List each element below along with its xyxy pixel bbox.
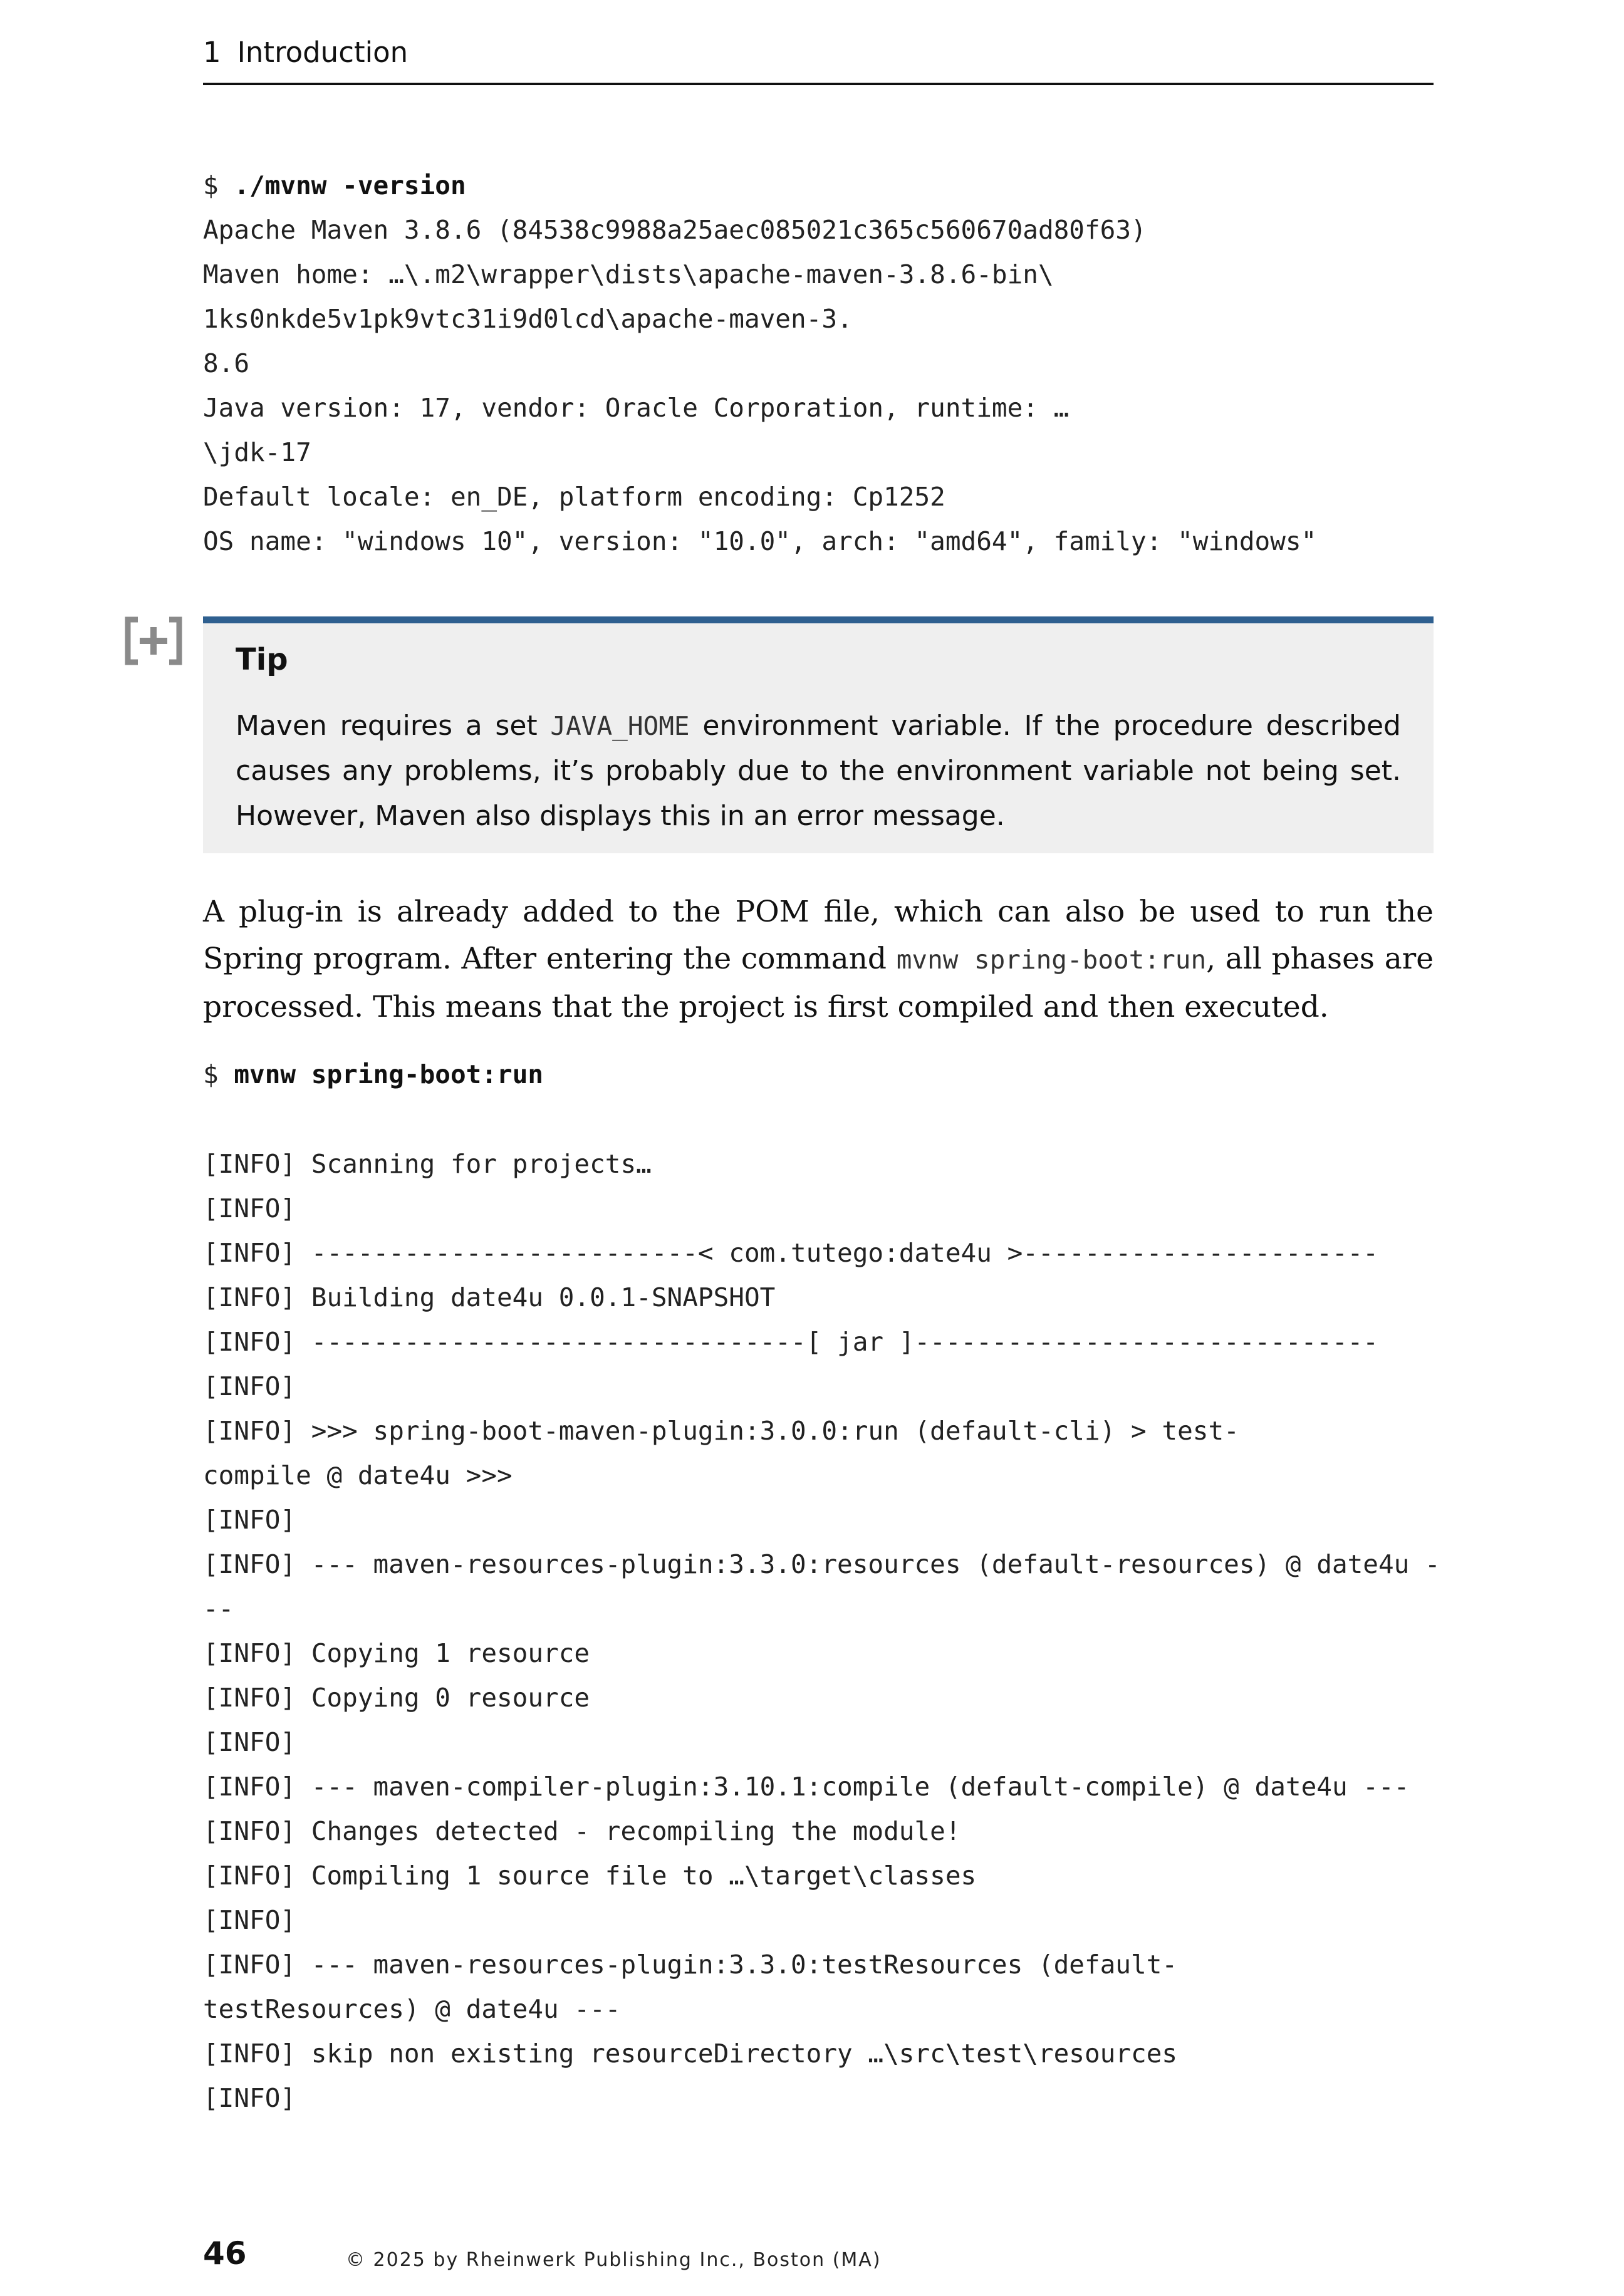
code-line: [INFO] --- maven-resources-plugin:3.3.0:resources (default-resources) @ date4u - (203, 1549, 1440, 1579)
code-command: ./mvnw -version (234, 170, 466, 200)
paragraph-text: , all phases are processed. This means that the project is first compiled and then executed. (203, 942, 1434, 1024)
code-line: Maven home: …\.m2\wrapper\dists\apache-maven-3.8.6-bin\ (203, 259, 1054, 289)
code-block-command (203, 1052, 543, 1097)
code-line: [INFO] Scanning for projects… (203, 1149, 652, 1179)
tip-text: Maven requires a set (236, 710, 551, 742)
paragraph-text: A plug-in is already added to the POM file, which can also be used to run the Spring program. After entering the command (203, 895, 1434, 976)
code-line: [INFO] Compiling 1 source file to …\target\classes (203, 1861, 977, 1891)
paragraph-inline-code: mvnw spring-boot:run (896, 945, 1207, 975)
code-prompt: $ (203, 170, 234, 200)
code-line: [INFO] Copying 0 resource (203, 1683, 590, 1713)
code-line: [INFO] (203, 1505, 296, 1535)
code-line: [INFO] --- maven-resources-plugin:3.3.0:testResources (default- (203, 1950, 1178, 1980)
tip-text: environment variable. If the procedure described causes any problems, it’s probably due to the environment variable not being set. However, Maven also displays this in an error message. (236, 710, 1401, 832)
page-number: 46 (203, 2235, 247, 2272)
bracket-plus-icon (124, 616, 183, 666)
code-command-line (203, 164, 1316, 208)
code-line: OS name: "windows 10", version: "10.0", arch: "amd64", family: "windows" (203, 526, 1317, 556)
code-line: 8.6 (203, 348, 250, 378)
code-line: [INFO] Building date4u 0.0.1-SNAPSHOT (203, 1282, 776, 1312)
tip-title: Tip (236, 642, 288, 677)
code-line: [INFO] (203, 1193, 296, 1223)
running-header (203, 33, 1434, 85)
code-line: \jdk-17 (203, 437, 311, 467)
code-line: [INFO] skip non existing resourceDirectory …\src\test\resources (203, 2039, 1178, 2069)
code-line: [INFO] (203, 1905, 296, 1935)
code-line: Java version: 17, vendor: Oracle Corporation, runtime: … (203, 393, 1070, 423)
code-line: [INFO] Copying 1 resource (203, 1638, 590, 1668)
code-line: [INFO] (203, 2083, 296, 2113)
chapter-number: 1 (203, 36, 221, 69)
code-line: -- (203, 1594, 234, 1624)
body-paragraph (203, 888, 1434, 1031)
code-line: [INFO] (203, 1371, 296, 1401)
code-line: Default locale: en_DE, platform encoding: Cp1252 (203, 482, 945, 512)
code-prompt: $ (203, 1059, 234, 1089)
copyright-notice: © 2025 by Rheinwerk Publishing Inc., Boston (MA) (346, 2249, 882, 2271)
code-line: compile @ date4u >>> (203, 1460, 513, 1490)
tip-inline-code: JAVA_HOME (550, 711, 690, 741)
code-line: [INFO] --- maven-compiler-plugin:3.10.1:compile (default-compile) @ date4u --- (203, 1772, 1410, 1802)
code-line: [INFO] --------------------------------[ jar ]------------------------------ (203, 1327, 1378, 1357)
tip-body (236, 704, 1401, 839)
code-line: [INFO] (203, 1727, 296, 1757)
code-line: [INFO] -------------------------< com.tutego:date4u >----------------------- (203, 1238, 1378, 1268)
code-block-version (203, 164, 1316, 564)
header-text (203, 33, 408, 73)
code-block-output (203, 1142, 1440, 2121)
code-line: 1ks0nkde5v1pk9vtc31i9d0lcd\apache-maven-3. (203, 304, 853, 334)
tip-box (203, 616, 1434, 853)
chapter-title: Introduction (237, 36, 409, 69)
code-line: Apache Maven 3.8.6 (84538c9988a25aec085021c365c560670ad80f63) (203, 215, 1147, 245)
code-line: [INFO] >>> spring-boot-maven-plugin:3.0.0:run (default-cli) > test- (203, 1416, 1239, 1446)
code-line: [INFO] Changes detected - recompiling the module! (203, 1816, 961, 1846)
code-line: testResources) @ date4u --- (203, 1994, 621, 2024)
code-command: mvnw spring-boot:run (234, 1059, 544, 1089)
